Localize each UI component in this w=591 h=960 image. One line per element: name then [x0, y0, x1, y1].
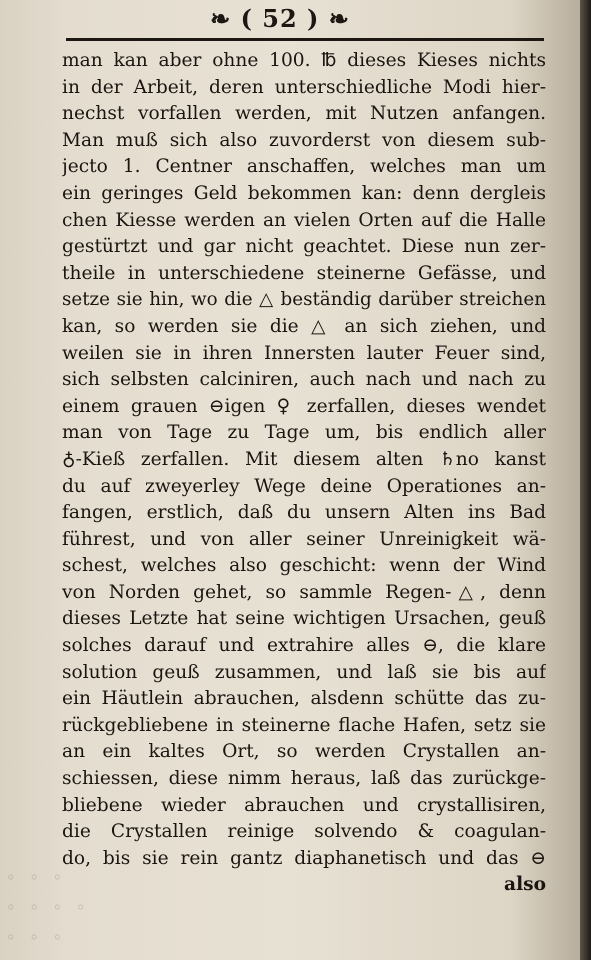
text-line: chen Kiesse werden an vielen Orten auf die Halle	[62, 209, 546, 231]
text-line: solution geuß zusammen, und laß sie bis auf	[62, 661, 546, 683]
bleed-through-mark: ◦ ◦ ◦	[6, 928, 65, 947]
text-line: schiessen, diese nimm heraus, laß das zurückge-	[62, 768, 546, 790]
header-rule	[66, 38, 544, 41]
text-line: do, bis sie rein gantz diaphanetisch und das ⊖	[62, 847, 546, 869]
text-line: die Crystallen reinige solvendo & coagulan-	[62, 821, 546, 843]
text-line: nechst vorfallen werden, mit Nutzen anfangen.	[62, 103, 546, 125]
page-header: ❧ ( 52 ) ❧	[210, 4, 350, 33]
text-line: solches darauf und extrahire alles ⊖, die klare	[62, 635, 546, 657]
text-line: in der Arbeit, deren unterschiedliche Modi hier-	[62, 76, 546, 98]
text-line: führest, und von aller seiner Unreinigkeit wä-	[62, 528, 546, 550]
text-line: jecto 1. Centner anschaffen, welches man um	[62, 156, 546, 178]
text-line: theile in unterschiedene steinerne Gefässe, und	[62, 262, 546, 284]
text-line: schest, welches also geschicht: wenn der Wind	[62, 555, 546, 577]
bleed-through-mark: ◦ ◦ ◦	[6, 868, 65, 887]
text-line: gestürtzt und gar nicht geachtet. Diese nun zer-	[62, 236, 546, 258]
text-line: ♁-Kieß zerfallen. Mit diesem alten ♄no kanst	[62, 448, 546, 470]
text-line: einem grauen ⊖igen ♀ zerfallen, dieses wendet	[62, 395, 546, 417]
text-line: sich selbsten calciniren, auch nach und nach zu	[62, 369, 546, 391]
text-line: kan, so werden sie die △ an sich ziehen, und	[62, 315, 546, 337]
text-line: dieses Letzte hat seine wichtigen Ursachen, geuß	[62, 608, 546, 630]
text-line: bliebene wieder abrauchen und crystallisiren,	[62, 794, 546, 816]
catchword: also	[504, 874, 546, 896]
text-line: ein geringes Geld bekommen kan: denn dergleis	[62, 182, 546, 204]
text-line: Man muß sich also zuvorderst von diesem sub-	[62, 129, 546, 151]
text-line: man von Tage zu Tage um, bis endlich aller	[62, 422, 546, 444]
body-text	[62, 48, 546, 899]
text-line: setze sie hin, wo die △ beständig darüber streichen	[62, 289, 546, 311]
page-edge-shadow	[580, 0, 591, 960]
bleed-through-mark: ◦ ◦ ◦ ◦	[6, 898, 88, 917]
text-line: von Norden gehet, so sammle Regen-△, denn	[62, 581, 546, 603]
text-line: weilen sie in ihren Innersten lauter Feuer sind,	[62, 342, 546, 364]
text-line: du auf zweyerley Wege deine Operationes an-	[62, 475, 546, 497]
text-line: an ein kaltes Ort, so werden Crystallen an-	[62, 741, 546, 763]
text-line: rückgebliebene in steinerne flache Hafen, setz sie	[62, 714, 546, 736]
text-line: man kan aber ohne 100. ℔ dieses Kieses nichts	[62, 50, 546, 71]
text-line: fangen, erstlich, daß du unsern Alten ins Bad	[62, 502, 546, 524]
text-line: ein Häutlein abrauchen, alsdenn schütte das zu-	[62, 688, 546, 710]
